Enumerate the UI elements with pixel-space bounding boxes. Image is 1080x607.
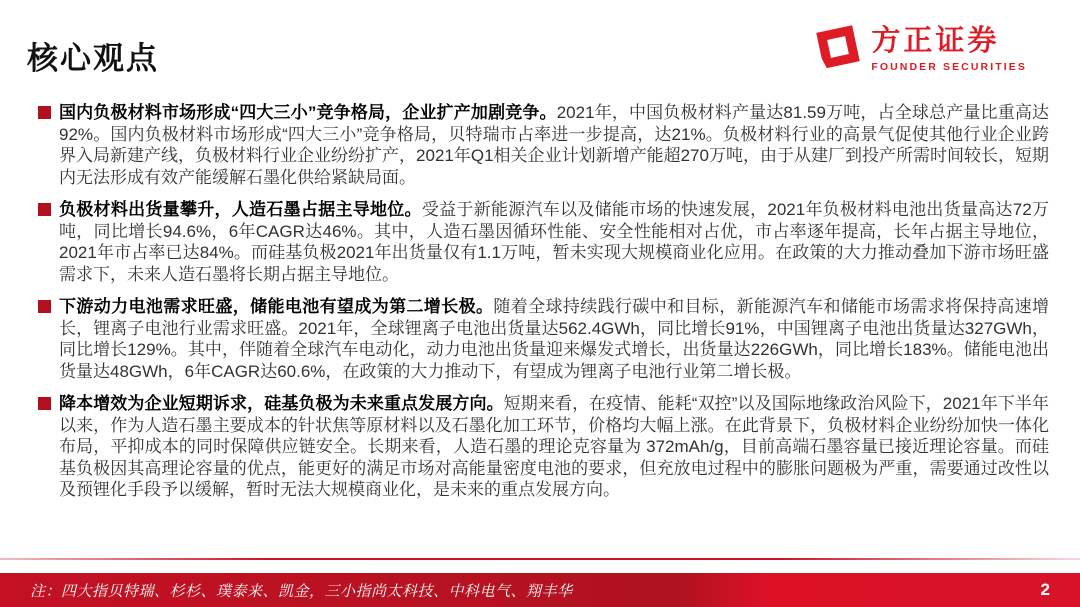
bullet-body: 随着全球持续践行碳中和目标，新能源汽车和储能市场需求将保持高速增长，锂离子电池行业需求旺盛。2021年，全球锂离子电池出货量达562.4GWh，同比增长91%，中国锂离子电池出货量达327GWh，同比增长129%。其中，伴随着全球汽车电动化，动力电池出货量迎来爆发式增长，出货量达226GWh，同比增长183%。储能电池出货量达48GWh，6年CAGR达60.6%，在政策的大力推动下，有望成为锂离子电池行业第二增长极。 <box>59 297 1049 381</box>
bullet-body: 2021年，中国负极材料产量达81.59万吨，占全球总产量比重高达92%。国内负极材料市场形成“四大三小”竞争格局，贝特瑞市占率进一步提高，达21%。负极材料行业的高景气促使其他行业企业跨界入局新建产线，负极材料行业企业纷纷扩产，2021年Q1相关企业计划新增产能超270万吨，由于从建厂到投产所需时间较长，短期内无法形成有效产能缓解石墨化供给紧缺局面。 <box>59 103 1050 187</box>
bullet-square-icon <box>38 397 51 410</box>
founder-logo-icon <box>813 19 863 75</box>
bullet-item-2 <box>38 199 1049 285</box>
bullet-square-icon <box>38 203 51 216</box>
footer-band <box>0 573 1080 607</box>
bullet-text <box>59 393 1049 501</box>
footer-rule <box>0 558 1080 560</box>
page-number: 2 <box>1040 580 1050 599</box>
brand-text <box>871 19 1027 73</box>
bullet-item-4 <box>38 393 1049 501</box>
bullet-text <box>59 199 1049 285</box>
page-title: 核心观点 <box>27 41 159 76</box>
bullet-item-3 <box>38 296 1049 382</box>
bullet-body: 受益于新能源汽车以及储能市场的快速发展，2021年负极材料电池出货量高达72万吨，同比增长94.6%，6年CAGR达46%。其中，人造石墨因循环性能、安全性能相对占优，市占率逐年提高，长年占据主导地位，2021年市占率已达84%。而硅基负极2021年出货量仅有1.1万吨，暂未实现大规模商业化应用。在政策的大力推动叠加下游市场旺盛需求下，未来人造石墨将长期占据主导地位。 <box>59 200 1049 284</box>
bullet-lead: 降本增效为企业短期诉求，硅基负极为未来重点发展方向。 <box>59 394 504 413</box>
bullet-lead: 下游动力电池需求旺盛，储能电池有望成为第二增长极。 <box>59 297 494 316</box>
brand-name-en: FOUNDER SECURITIES <box>871 60 1027 73</box>
bullet-item-1 <box>38 102 1049 188</box>
bullet-lead: 国内负极材料市场形成“四大三小”竞争格局，企业扩产加剧竞争。 <box>59 103 557 122</box>
brand-name-cn: 方正证券 <box>871 25 1000 57</box>
bullet-text <box>59 102 1049 188</box>
bullet-text <box>59 296 1049 382</box>
brand-logo <box>813 19 1027 75</box>
footnote: 注：四大指贝特瑞、杉杉、璞泰来、凯金，三小指尚太科技、中科电气、翔丰华 <box>30 582 573 600</box>
bullet-square-icon <box>38 106 51 119</box>
core-views-list <box>38 102 1049 512</box>
bullet-square-icon <box>38 300 51 313</box>
bullet-body: 短期来看，在疫情、能耗“双控”以及国际地缘政治风险下，2021年下半年以来，作为人造石墨主要成本的针状焦等原材料以及石墨化加工环节，价格均大幅上涨。在此背景下，负极材料企业纷纷加快一体化布局，平抑成本的同时保障供应链安全。长期来看，人造石墨的理论克容量为 372mAh/g，目前高端石墨容量已接近理论容量。而硅基负极因其高理论容量的优点，能更好的满足市场对高能量密度电池的要求，但充放电过程中的膨胀问题极为严重，需要通过改性以及预锂化手段予以缓解，暂时无法大规模商业化，是未来的重点发展方向。 <box>59 394 1049 499</box>
bullet-lead: 负极材料出货量攀升，人造石墨占据主导地位。 <box>59 200 422 219</box>
